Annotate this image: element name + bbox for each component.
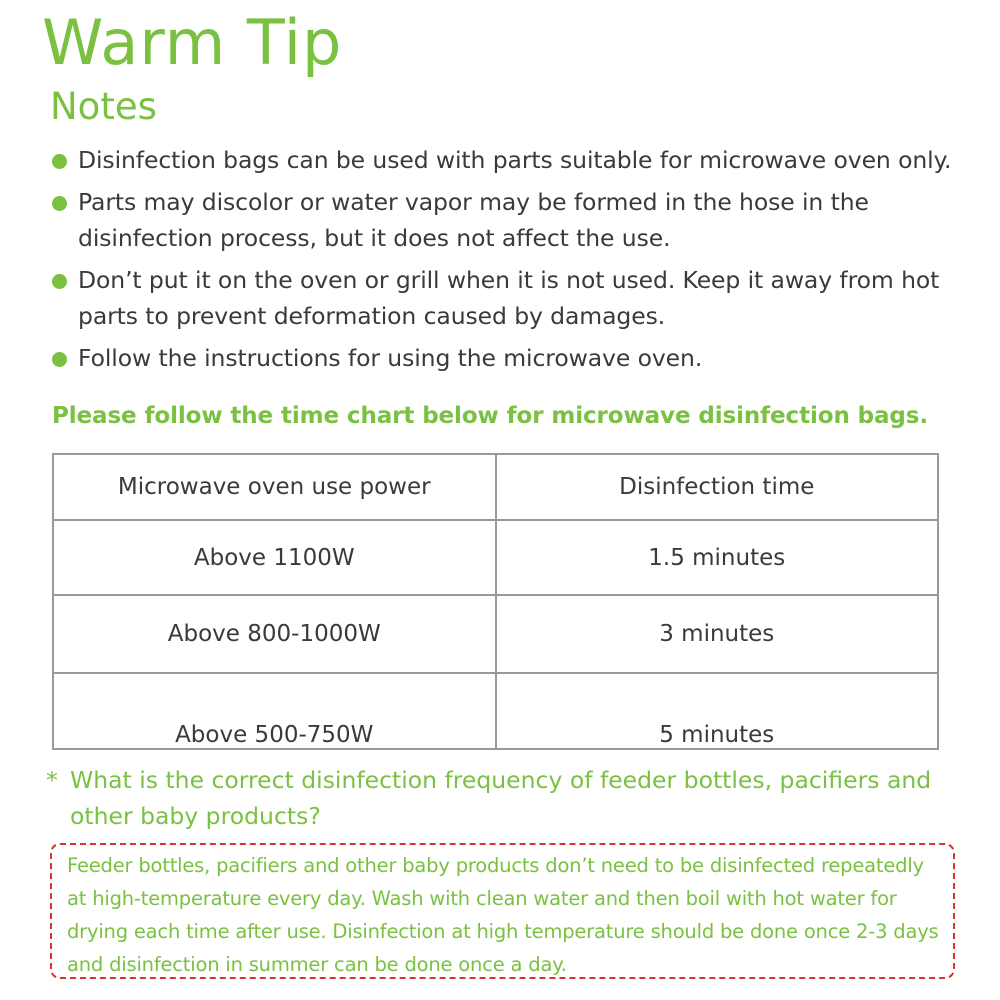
faq-answer-text: Feeder bottles, pacifiers and other baby products don’t need to be disinfected repeatedly at high-temperature every day. Wash with clean water and then boil with hot water for drying each time after use. Disinfection at high temperature should be done once 2-3 days and disinfection in summer can be done once a day. <box>67 854 939 976</box>
table-cell: 5 minutes <box>496 673 939 749</box>
note-item <box>52 340 997 376</box>
faq-question <box>46 762 976 834</box>
note-text: Don’t put it on the oven or grill when it is not used. Keep it away from hot parts to prevent deformation caused by damages. <box>78 266 940 330</box>
note-text: Follow the instructions for using the microwave oven. <box>78 344 703 372</box>
table-row <box>53 673 938 749</box>
table-cell: Above 800-1000W <box>53 595 496 673</box>
table-header-row <box>53 454 938 520</box>
table-row <box>53 595 938 673</box>
note-item <box>52 184 997 256</box>
time-chart-heading: Please follow the time chart below for microwave disinfection bags. <box>52 403 929 429</box>
table-header-cell: Microwave oven use power <box>53 454 496 520</box>
table-cell: Above 1100W <box>53 520 496 595</box>
table-cell: Above 500-750W <box>53 673 496 749</box>
note-text: Parts may discolor or water vapor may be formed in the hose in the disinfection process, but it does not affect the use. <box>78 188 869 252</box>
note-item <box>52 142 997 178</box>
table-cell: 1.5 minutes <box>496 520 939 595</box>
faq-question-text: What is the correct disinfection frequency of feeder bottles, pacifiers and other baby products? <box>70 766 932 830</box>
bullet-dot-icon <box>52 274 67 289</box>
faq-answer-box <box>50 843 955 979</box>
bullet-dot-icon <box>52 352 67 367</box>
note-text: Disinfection bags can be used with parts suitable for microwave oven only. <box>78 146 952 174</box>
bullet-dot-icon <box>52 196 67 211</box>
note-item <box>52 262 997 334</box>
disinfection-time-table <box>52 453 939 750</box>
table-cell: 3 minutes <box>496 595 939 673</box>
table-row <box>53 520 938 595</box>
table-header-cell: Disinfection time <box>496 454 939 520</box>
notes-list <box>52 142 997 382</box>
page-title: Warm Tip <box>42 6 343 79</box>
section-subtitle: Notes <box>50 85 157 128</box>
bullet-dot-icon <box>52 154 67 169</box>
asterisk-mark: * <box>46 766 58 794</box>
